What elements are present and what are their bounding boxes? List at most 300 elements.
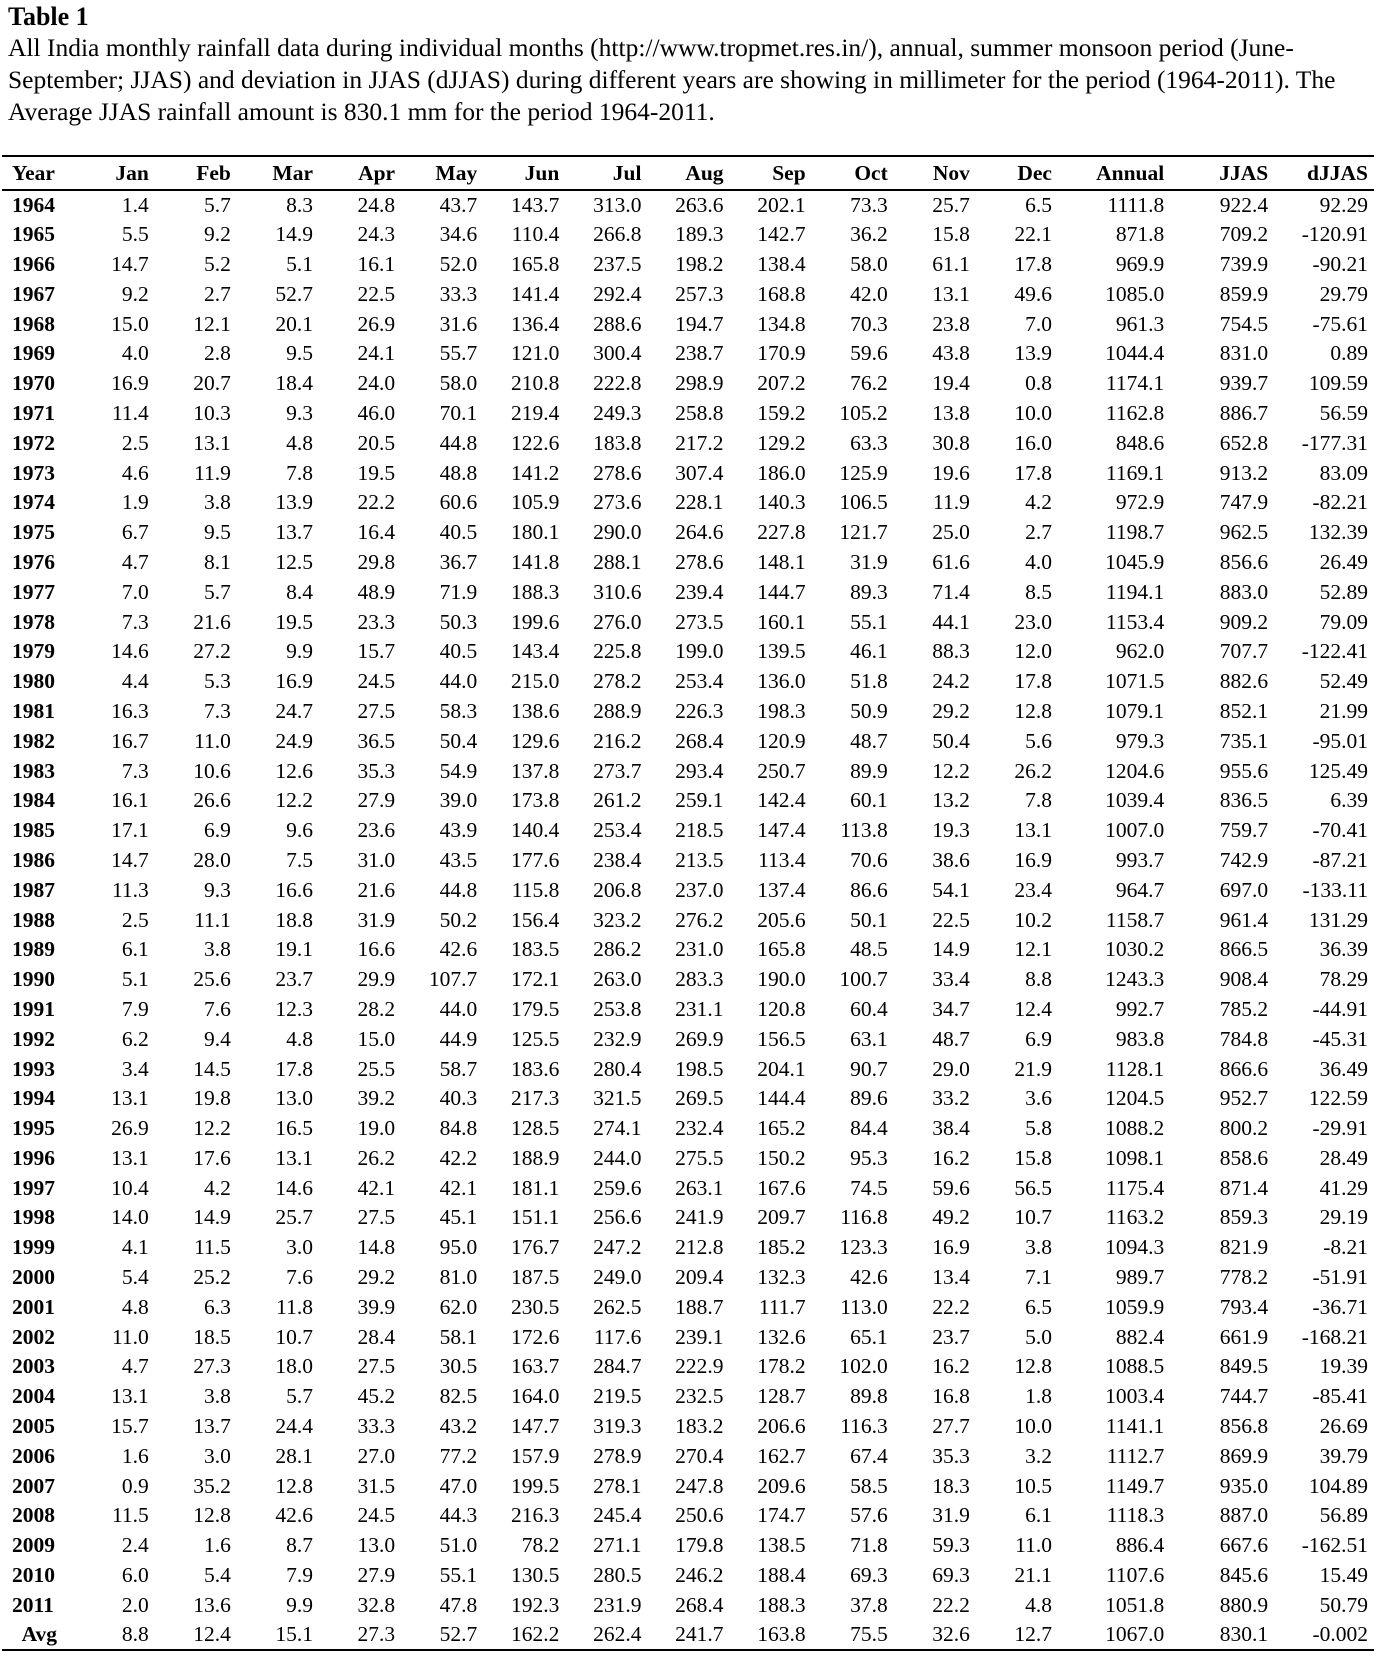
value-cell: 744.7 <box>1219 1384 1269 1409</box>
value-cell: 32.8 <box>357 1592 396 1617</box>
value-cell: -45.31 <box>1312 1026 1368 1051</box>
value-cell: 264.6 <box>675 520 724 545</box>
value-cell: 15.0 <box>357 1026 396 1051</box>
value-cell: 43.2 <box>439 1414 478 1439</box>
value-cell: 4.6 <box>121 460 149 485</box>
value-cell: 21.1 <box>1014 1563 1052 1588</box>
value-cell: 25.6 <box>193 967 231 992</box>
value-cell: 292.4 <box>593 281 642 306</box>
value-cell: 105.2 <box>839 400 888 425</box>
value-cell: 25.0 <box>932 520 970 545</box>
table-row <box>2 1382 1374 1412</box>
value-cell: 922.4 <box>1219 192 1269 217</box>
table-row <box>2 756 1374 786</box>
average-cell: 27.3 <box>319 1620 401 1650</box>
table-row <box>2 399 1374 429</box>
average-cell: 8.8 <box>73 1620 155 1650</box>
value-cell: 1085.0 <box>1105 281 1165 306</box>
value-cell: 278.6 <box>675 549 724 574</box>
value-cell: 177.6 <box>510 847 560 872</box>
value-cell: 76.2 <box>850 371 888 396</box>
value-cell: 5.7 <box>286 1384 313 1409</box>
value-cell: 247.2 <box>593 1235 642 1260</box>
year-cell: 1992 <box>12 1026 55 1051</box>
value-cell: 60.6 <box>439 490 478 515</box>
value-cell: 27.5 <box>357 698 396 723</box>
value-cell: 14.9 <box>275 222 313 247</box>
value-cell: 1198.7 <box>1105 520 1165 545</box>
value-cell: 1194.1 <box>1105 579 1165 604</box>
value-cell: 307.4 <box>675 460 724 485</box>
value-cell: 61.1 <box>932 251 970 276</box>
value-cell: 9.2 <box>121 281 149 306</box>
year-cell: 1973 <box>12 460 55 485</box>
value-cell: 7.0 <box>1025 311 1052 336</box>
value-cell: 871.4 <box>1219 1175 1269 1200</box>
table-row <box>2 786 1374 816</box>
value-cell: 123.3 <box>839 1235 888 1260</box>
value-cell: 18.0 <box>275 1354 313 1379</box>
value-cell: 117.6 <box>593 1324 642 1349</box>
value-cell: 150.2 <box>757 1145 806 1170</box>
table-row <box>2 965 1374 995</box>
value-cell: 266.8 <box>593 222 642 247</box>
value-cell: 6.39 <box>1330 788 1368 813</box>
value-cell: 1030.2 <box>1105 937 1165 962</box>
value-cell: 14.7 <box>111 251 149 276</box>
value-cell: 71.4 <box>932 579 970 604</box>
year-cell: 1978 <box>12 609 55 634</box>
value-cell: 239.1 <box>675 1324 724 1349</box>
value-cell: 13.0 <box>275 1086 313 1111</box>
value-cell: 5.3 <box>204 669 231 694</box>
value-cell: 16.9 <box>1014 847 1052 872</box>
value-cell: 129.2 <box>757 430 806 455</box>
value-cell: 887.0 <box>1219 1503 1269 1528</box>
value-cell: 25.7 <box>932 192 970 217</box>
value-cell: 109.59 <box>1308 371 1368 396</box>
value-cell: 21.6 <box>193 609 231 634</box>
value-cell: 276.2 <box>675 907 724 932</box>
column-header-jul: Jul <box>565 156 647 190</box>
year-cell: 1969 <box>12 341 55 366</box>
value-cell: 115.8 <box>511 877 560 902</box>
value-cell: 144.7 <box>757 579 806 604</box>
value-cell: 321.5 <box>593 1086 642 1111</box>
value-cell: 742.9 <box>1219 847 1269 872</box>
value-cell: 28.1 <box>275 1443 313 1468</box>
value-cell: 856.8 <box>1219 1414 1269 1439</box>
value-cell: 261.2 <box>593 788 642 813</box>
value-cell: 5.8 <box>1025 1116 1052 1141</box>
value-cell: 42.1 <box>357 1175 396 1200</box>
value-cell: 1204.5 <box>1105 1086 1165 1111</box>
value-cell: 188.4 <box>757 1563 806 1588</box>
value-cell: 856.6 <box>1219 549 1269 574</box>
value-cell: 141.8 <box>510 549 560 574</box>
value-cell: 24.4 <box>275 1414 313 1439</box>
value-cell: 238.4 <box>593 847 642 872</box>
value-cell: 1175.4 <box>1105 1175 1165 1200</box>
table-row <box>2 577 1374 607</box>
value-cell: 257.3 <box>675 281 724 306</box>
value-cell: 661.9 <box>1219 1324 1269 1349</box>
value-cell: 866.6 <box>1219 1056 1269 1081</box>
value-cell: 3.0 <box>286 1235 313 1260</box>
year-cell: 1984 <box>12 788 55 813</box>
value-cell: 105.9 <box>510 490 560 515</box>
value-cell: 882.4 <box>1115 1324 1165 1349</box>
value-cell: 59.6 <box>850 341 888 366</box>
table-row <box>2 1292 1374 1322</box>
value-cell: 61.6 <box>932 549 970 574</box>
value-cell: 262.5 <box>593 1294 642 1319</box>
value-cell: 23.0 <box>1014 609 1052 634</box>
value-cell: 21.6 <box>357 877 396 902</box>
value-cell: 263.6 <box>675 192 724 217</box>
value-cell: 17.8 <box>275 1056 313 1081</box>
value-cell: 11.5 <box>194 1235 231 1260</box>
value-cell: 258.8 <box>675 400 724 425</box>
value-cell: 128.7 <box>757 1384 806 1409</box>
value-cell: 268.4 <box>675 1592 724 1617</box>
table-row <box>2 1352 1374 1382</box>
column-header-jjas: JJAS <box>1170 156 1274 190</box>
value-cell: 13.9 <box>1014 341 1052 366</box>
year-cell: 2002 <box>12 1324 55 1349</box>
value-cell: 23.7 <box>275 967 313 992</box>
value-cell: 189.3 <box>675 222 724 247</box>
value-cell: 778.2 <box>1219 1265 1269 1290</box>
value-cell: 1007.0 <box>1105 818 1165 843</box>
value-cell: 13.1 <box>111 1086 149 1111</box>
table-row <box>2 637 1374 667</box>
table-row <box>2 1441 1374 1471</box>
value-cell: 836.5 <box>1219 788 1269 813</box>
value-cell: 17.6 <box>193 1145 231 1170</box>
value-cell: 31.9 <box>357 907 396 932</box>
value-cell: 275.5 <box>675 1145 724 1170</box>
value-cell: 10.7 <box>275 1324 313 1349</box>
year-cell: 1968 <box>12 311 55 336</box>
value-cell: 7.6 <box>204 996 231 1021</box>
value-cell: 992.7 <box>1115 996 1165 1021</box>
value-cell: 43.9 <box>439 818 478 843</box>
value-cell: 253.8 <box>593 996 642 1021</box>
value-cell: 95.0 <box>439 1235 478 1260</box>
value-cell: 230.5 <box>510 1294 560 1319</box>
table-row <box>2 548 1374 578</box>
table-row <box>2 1471 1374 1501</box>
value-cell: 12.5 <box>275 549 313 574</box>
column-header-sep: Sep <box>730 156 812 190</box>
value-cell: 215.0 <box>510 669 560 694</box>
value-cell: 269.5 <box>675 1086 724 1111</box>
value-cell: 26.2 <box>1014 758 1052 783</box>
value-cell: 7.1 <box>1025 1265 1052 1290</box>
value-cell: 102.0 <box>839 1354 888 1379</box>
value-cell: 241.9 <box>675 1205 724 1230</box>
value-cell: 29.9 <box>357 967 396 992</box>
value-cell: 1003.4 <box>1105 1384 1165 1409</box>
value-cell: 250.6 <box>675 1503 724 1528</box>
value-cell: 28.2 <box>357 996 396 1021</box>
value-cell: 26.49 <box>1319 549 1368 574</box>
value-cell: 19.4 <box>932 371 970 396</box>
value-cell: 206.6 <box>757 1414 806 1439</box>
year-cell: 1970 <box>12 371 55 396</box>
value-cell: 9.6 <box>286 818 313 843</box>
value-cell: 14.9 <box>932 937 970 962</box>
value-cell: 16.9 <box>275 669 313 694</box>
year-cell: 1965 <box>12 222 55 247</box>
value-cell: 10.4 <box>111 1175 149 1200</box>
table-row <box>2 369 1374 399</box>
value-cell: 22.1 <box>1014 222 1052 247</box>
value-cell: 246.2 <box>675 1563 724 1588</box>
value-cell: 59.6 <box>932 1175 970 1200</box>
value-cell: 160.1 <box>757 609 806 634</box>
value-cell: 41.29 <box>1319 1175 1368 1200</box>
value-cell: 89.8 <box>850 1384 888 1409</box>
value-cell: 273.5 <box>675 609 724 634</box>
value-cell: 138.6 <box>510 698 560 723</box>
value-cell: 10.5 <box>1014 1473 1052 1498</box>
value-cell: 24.7 <box>275 698 313 723</box>
value-cell: 10.6 <box>193 758 231 783</box>
value-cell: 24.2 <box>932 669 970 694</box>
value-cell: 163.7 <box>510 1354 560 1379</box>
average-cell: 32.6 <box>894 1620 976 1650</box>
value-cell: 116.8 <box>840 1205 888 1230</box>
value-cell: 157.9 <box>510 1443 560 1468</box>
value-cell: 14.9 <box>193 1205 231 1230</box>
value-cell: -87.21 <box>1312 847 1368 872</box>
value-cell: 9.9 <box>286 639 313 664</box>
value-cell: 142.7 <box>757 222 806 247</box>
value-cell: 143.4 <box>510 639 560 664</box>
average-cell: 163.8 <box>730 1620 812 1650</box>
rainfall-table <box>2 155 1374 1651</box>
year-cell: 1990 <box>12 967 55 992</box>
table-row <box>2 846 1374 876</box>
average-cell: -0.002 <box>1274 1620 1374 1650</box>
value-cell: 26.2 <box>357 1145 396 1170</box>
year-cell: 1979 <box>12 639 55 664</box>
value-cell: 198.2 <box>675 251 724 276</box>
value-cell: 23.6 <box>357 818 396 843</box>
value-cell: 217.2 <box>675 430 724 455</box>
value-cell: 709.2 <box>1219 222 1269 247</box>
value-cell: 667.6 <box>1219 1533 1269 1558</box>
value-cell: 14.6 <box>275 1175 313 1200</box>
value-cell: 17.8 <box>1014 460 1052 485</box>
value-cell: 165.8 <box>510 251 560 276</box>
value-cell: 12.1 <box>193 311 231 336</box>
table-body <box>2 190 1374 1650</box>
value-cell: 136.4 <box>510 311 560 336</box>
value-cell: 137.8 <box>510 758 560 783</box>
value-cell: 52.49 <box>1319 669 1368 694</box>
value-cell: 270.4 <box>675 1443 724 1468</box>
value-cell: 13.7 <box>275 520 313 545</box>
value-cell: 6.1 <box>1025 1503 1052 1528</box>
value-cell: 4.7 <box>121 1354 149 1379</box>
value-cell: 209.4 <box>675 1265 724 1290</box>
year-cell: 1966 <box>12 251 55 276</box>
year-cell: 1980 <box>12 669 55 694</box>
column-header-apr: Apr <box>319 156 401 190</box>
value-cell: 22.2 <box>932 1592 970 1617</box>
table-row <box>2 1144 1374 1174</box>
table-row <box>2 995 1374 1025</box>
value-cell: 134.8 <box>757 311 806 336</box>
year-cell: 1997 <box>12 1175 55 1200</box>
value-cell: 961.4 <box>1219 907 1269 932</box>
value-cell: 141.2 <box>510 460 560 485</box>
value-cell: 82.5 <box>439 1384 478 1409</box>
value-cell: 952.7 <box>1219 1086 1269 1111</box>
value-cell: 77.2 <box>439 1443 478 1468</box>
value-cell: 55.7 <box>439 341 478 366</box>
value-cell: 206.8 <box>593 877 642 902</box>
value-cell: 6.3 <box>204 1294 231 1319</box>
year-cell: 2010 <box>12 1563 55 1588</box>
value-cell: 216.2 <box>593 728 642 753</box>
value-cell: 7.6 <box>286 1265 313 1290</box>
value-cell: 205.6 <box>757 907 806 932</box>
value-cell: 2.7 <box>204 281 231 306</box>
value-cell: 290.0 <box>593 520 642 545</box>
value-cell: 9.5 <box>286 341 313 366</box>
value-cell: 4.1 <box>121 1235 149 1260</box>
value-cell: 90.7 <box>850 1056 888 1081</box>
value-cell: 30.8 <box>932 430 970 455</box>
value-cell: 23.8 <box>932 311 970 336</box>
value-cell: 5.1 <box>121 967 149 992</box>
value-cell: 27.5 <box>357 1205 396 1230</box>
value-cell: 0.9 <box>121 1473 149 1498</box>
value-cell: 800.2 <box>1219 1116 1269 1141</box>
value-cell: 4.0 <box>121 341 149 366</box>
value-cell: 9.5 <box>204 520 231 545</box>
value-cell: 59.3 <box>932 1533 970 1558</box>
value-cell: 11.0 <box>1015 1533 1052 1558</box>
value-cell: 50.2 <box>439 907 478 932</box>
value-cell: 19.5 <box>357 460 396 485</box>
value-cell: 256.6 <box>593 1205 642 1230</box>
value-cell: 44.3 <box>439 1503 478 1528</box>
value-cell: 39.0 <box>439 788 478 813</box>
value-cell: 110.4 <box>511 222 560 247</box>
value-cell: 122.59 <box>1308 1086 1368 1111</box>
value-cell: 156.5 <box>757 1026 806 1051</box>
table-row <box>2 309 1374 339</box>
value-cell: 132.3 <box>757 1265 806 1290</box>
value-cell: 26.6 <box>193 788 231 813</box>
value-cell: 16.7 <box>111 728 149 753</box>
value-cell: 174.7 <box>757 1503 806 1528</box>
value-cell: 38.6 <box>932 847 970 872</box>
value-cell: 14.5 <box>193 1056 231 1081</box>
value-cell: 198.3 <box>757 698 806 723</box>
value-cell: 104.89 <box>1308 1473 1368 1498</box>
value-cell: 12.2 <box>275 788 313 813</box>
table-row <box>2 1084 1374 1114</box>
value-cell: 871.8 <box>1115 222 1165 247</box>
value-cell: 144.4 <box>757 1086 806 1111</box>
value-cell: 16.9 <box>932 1235 970 1260</box>
value-cell: 71.8 <box>850 1533 888 1558</box>
value-cell: 11.4 <box>111 400 149 425</box>
value-cell: 164.0 <box>510 1384 560 1409</box>
value-cell: 212.8 <box>675 1235 724 1260</box>
value-cell: -8.21 <box>1323 1235 1368 1260</box>
value-cell: 209.6 <box>757 1473 806 1498</box>
table-row <box>2 518 1374 548</box>
value-cell: -85.41 <box>1312 1384 1368 1409</box>
value-cell: 199.0 <box>675 639 724 664</box>
value-cell: 793.4 <box>1219 1294 1269 1319</box>
value-cell: 178.2 <box>757 1354 806 1379</box>
value-cell: 138.4 <box>757 251 806 276</box>
value-cell: 13.1 <box>193 430 231 455</box>
value-cell: 47.0 <box>439 1473 478 1498</box>
value-cell: 16.3 <box>111 698 149 723</box>
value-cell: 36.7 <box>439 549 478 574</box>
value-cell: 179.8 <box>675 1533 724 1558</box>
value-cell: 27.0 <box>357 1443 396 1468</box>
value-cell: 831.0 <box>1219 341 1269 366</box>
value-cell: 55.1 <box>850 609 888 634</box>
value-cell: 27.5 <box>357 1354 396 1379</box>
value-cell: 89.3 <box>850 579 888 604</box>
value-cell: 9.9 <box>286 1592 313 1617</box>
value-cell: 49.2 <box>932 1205 970 1230</box>
value-cell: -70.41 <box>1312 818 1368 843</box>
value-cell: 194.7 <box>675 311 724 336</box>
value-cell: 237.5 <box>593 251 642 276</box>
value-cell: 219.5 <box>593 1384 642 1409</box>
year-cell: 2003 <box>12 1354 55 1379</box>
value-cell: 121.0 <box>510 341 560 366</box>
value-cell: 27.3 <box>193 1354 231 1379</box>
value-cell: 42.6 <box>439 937 478 962</box>
value-cell: 735.1 <box>1219 728 1269 753</box>
value-cell: 739.9 <box>1219 251 1269 276</box>
value-cell: 10.0 <box>1014 1414 1052 1439</box>
value-cell: 44.8 <box>439 430 478 455</box>
value-cell: 232.4 <box>675 1116 724 1141</box>
value-cell: 16.9 <box>111 371 149 396</box>
value-cell: 107.7 <box>428 967 478 992</box>
value-cell: 188.3 <box>510 579 560 604</box>
value-cell: 14.0 <box>111 1205 149 1230</box>
value-cell: 245.4 <box>593 1503 642 1528</box>
value-cell: 886.7 <box>1219 400 1269 425</box>
value-cell: 56.89 <box>1319 1503 1368 1528</box>
value-cell: 1098.1 <box>1105 1145 1165 1170</box>
table-row <box>2 1561 1374 1591</box>
value-cell: 16.5 <box>275 1116 313 1141</box>
value-cell: 20.1 <box>275 311 313 336</box>
value-cell: 122.6 <box>510 430 560 455</box>
year-cell: 1976 <box>12 549 55 574</box>
value-cell: 859.9 <box>1219 281 1269 306</box>
value-cell: 1204.6 <box>1105 758 1165 783</box>
year-cell: 1987 <box>12 877 55 902</box>
value-cell: 54.1 <box>932 877 970 902</box>
